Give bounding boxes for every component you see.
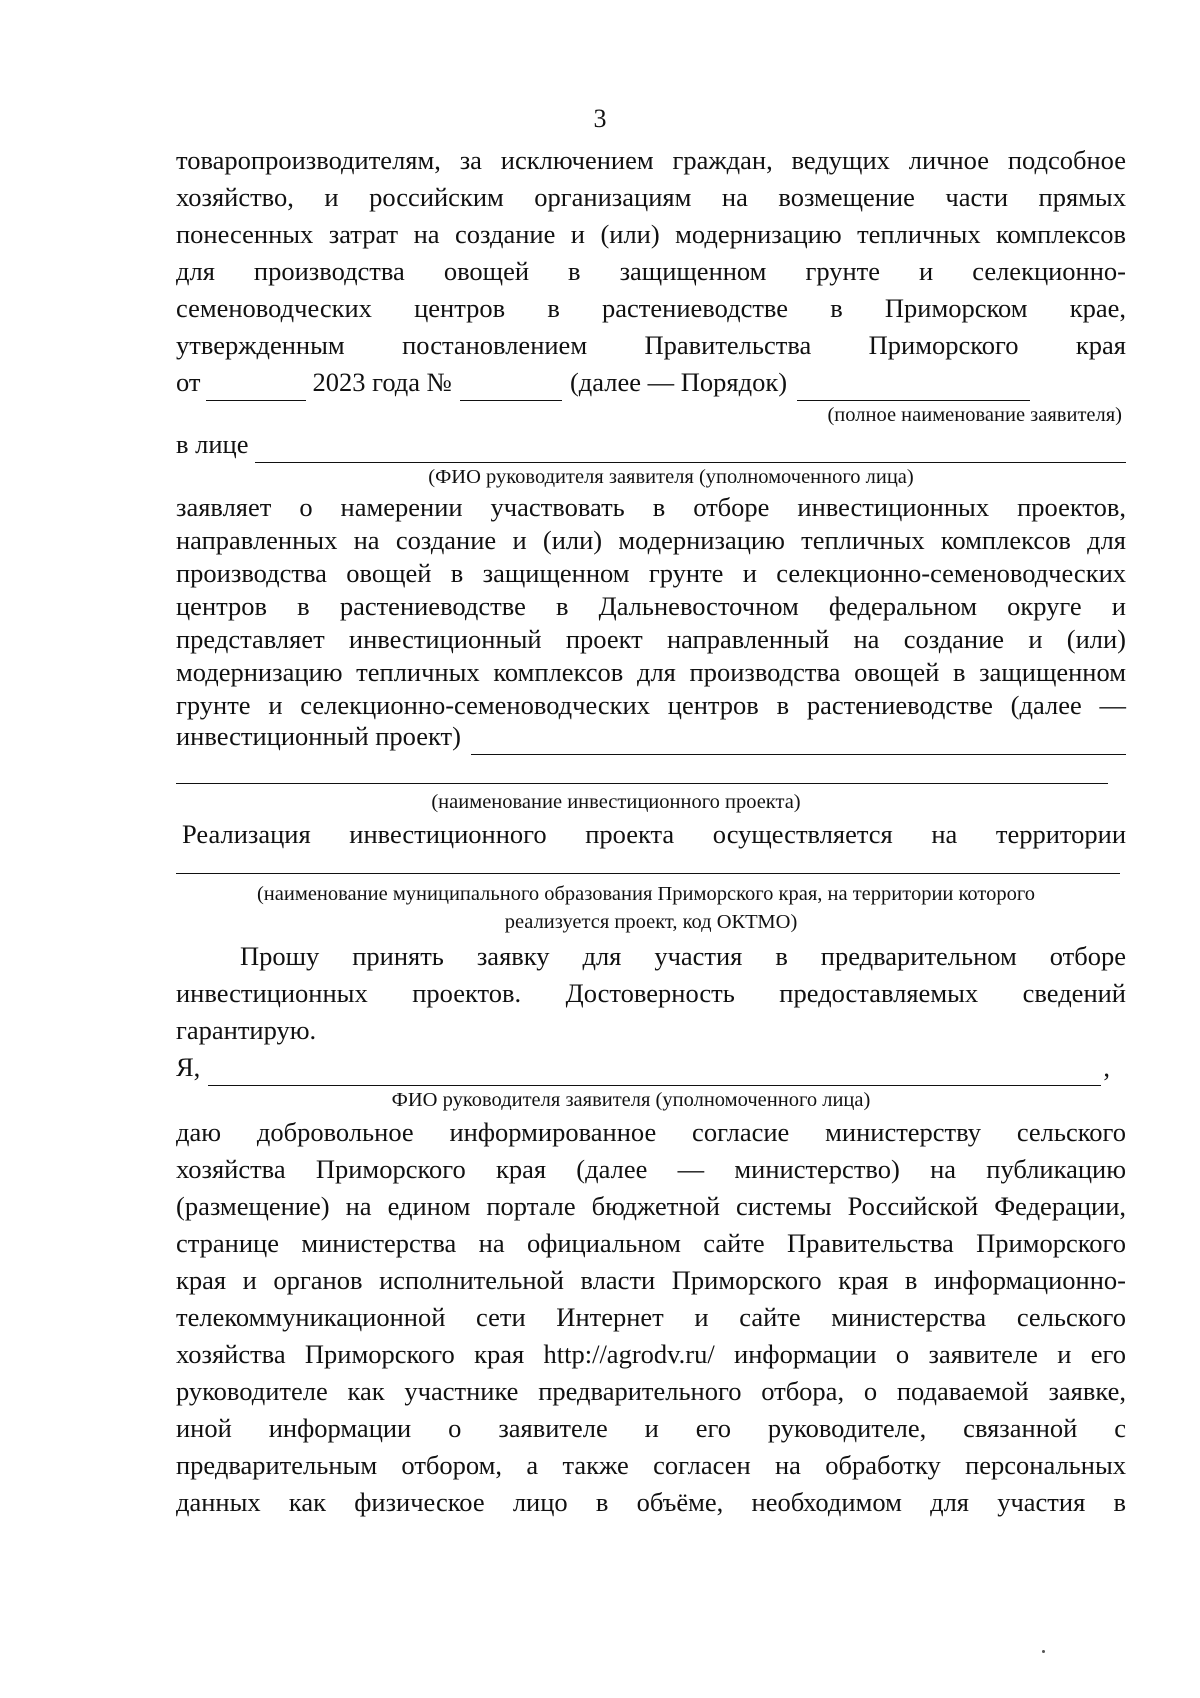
text-line: хозяйство, и российским организациям на возмещение части прямых bbox=[176, 182, 1126, 212]
project-name-blank-2[interactable] bbox=[176, 755, 1108, 784]
v-litse-line bbox=[176, 429, 1126, 463]
scan-speck bbox=[1042, 1650, 1045, 1653]
document-body bbox=[176, 142, 1126, 1521]
page-number: 3 bbox=[593, 104, 607, 133]
project-line bbox=[176, 722, 1126, 755]
v-litse-label: в лице bbox=[176, 429, 249, 459]
text-line: Реализация инвестиционного проекта осуществляется на территории bbox=[182, 819, 1126, 849]
text-line: Прошу принять заявку для участия в предварительном отборе bbox=[240, 941, 1126, 971]
text-line: модернизацию тепличных комплексов для производства овощей в защищенном bbox=[176, 657, 1126, 687]
text-line: иной информации о заявителе и его руководителе, связанной с bbox=[176, 1413, 1126, 1443]
caption-fio-2: ФИО руководителя заявителя (уполномоченного лица) bbox=[391, 1089, 871, 1111]
caption-applicant-name: (полное наименование заявителя) bbox=[827, 404, 1122, 426]
caption-project-name: (наименование инвестиционного проекта) bbox=[431, 791, 801, 813]
head-fio-blank[interactable] bbox=[255, 434, 1127, 463]
text-line: (размещение) на едином портале бюджетной системы Российской Федерации, bbox=[176, 1191, 1126, 1221]
text-line: предварительным отбором, а также согласен на обработку персональных bbox=[176, 1450, 1126, 1480]
municipality-blank[interactable] bbox=[176, 853, 1120, 874]
text-line: края и органов исполнительной власти Приморского края в информационно- bbox=[176, 1265, 1126, 1295]
caption-municipality-2: реализуется проект, код ОКТМО) bbox=[504, 911, 798, 933]
text-line: утвержденным постановлением Правительства Приморского края bbox=[176, 330, 1126, 360]
text-line: центров в растениеводстве в Дальневосточном федеральном округе и bbox=[176, 591, 1126, 621]
text-line: семеноводческих центров в растениеводстве в Приморском крае, bbox=[176, 293, 1126, 323]
text-line: инвестиционных проектов. Достоверность предоставляемых сведений bbox=[176, 978, 1126, 1008]
date-number-line bbox=[176, 364, 1126, 401]
ya-label: Я, bbox=[176, 1052, 201, 1082]
caption-municipality-1: (наименование муниципального образования Приморского края, на территории которого bbox=[256, 883, 1035, 905]
text-line: даю добровольное информированное согласие министерству сельского bbox=[176, 1117, 1126, 1147]
text-line: представляет инвестиционный проект направленный на создание и (или) bbox=[176, 624, 1126, 654]
text-line: для производства овощей в защищенном грунте и селекционно- bbox=[176, 256, 1126, 286]
text-line: производства овощей в защищенном грунте и селекционно-семеноводческих bbox=[176, 558, 1126, 588]
ot-label: от bbox=[176, 367, 201, 397]
text-line: заявляет о намерении участвовать в отборе инвестиционных проектов, bbox=[176, 492, 1126, 522]
text-line: хозяйства Приморского края http://agrodv.ru/ информации о заявителе и его bbox=[176, 1339, 1126, 1369]
poryadok-text: (далее — Порядок) bbox=[569, 367, 788, 397]
text-line: понесенных затрат на создание и (или) модернизацию тепличных комплексов bbox=[176, 219, 1126, 249]
text-line: товаропроизводителям, за исключением граждан, ведущих личное подсобное bbox=[176, 145, 1126, 175]
ya-line bbox=[176, 1049, 1126, 1086]
text-line: странице министерства на официальном сайте Правительства Приморского bbox=[176, 1228, 1126, 1258]
caption-head-fio: (ФИО руководителя заявителя (уполномоченного лица) bbox=[428, 466, 914, 488]
number-blank[interactable] bbox=[460, 374, 562, 401]
text-line: данных как физическое лицо в объёме, необходимом для участия в bbox=[176, 1487, 1126, 1517]
text-line: хозяйства Приморского края (далее — министерство) на публикацию bbox=[176, 1154, 1126, 1184]
year-text: 2023 года № bbox=[312, 367, 452, 397]
applicant-name-blank[interactable] bbox=[797, 372, 1030, 401]
ya-comma: , bbox=[1103, 1052, 1110, 1082]
text-line: руководителе как участнике предварительного отбора, о подаваемой заявке, bbox=[176, 1376, 1126, 1406]
project-prefix: инвестиционный проект) bbox=[176, 721, 461, 751]
text-line: грунте и селекционно-семеноводческих центров в растениеводстве (далее — bbox=[176, 690, 1126, 720]
text-line: направленных на создание и (или) модернизацию тепличных комплексов для bbox=[176, 525, 1126, 555]
project-name-blank[interactable] bbox=[471, 726, 1126, 755]
ya-fio-blank[interactable] bbox=[208, 1057, 1101, 1086]
text-line: гарантирую. bbox=[176, 1015, 317, 1045]
text-line: телекоммуникационной сети Интернет и сайте министерства сельского bbox=[176, 1302, 1126, 1332]
date-blank[interactable] bbox=[206, 374, 306, 401]
